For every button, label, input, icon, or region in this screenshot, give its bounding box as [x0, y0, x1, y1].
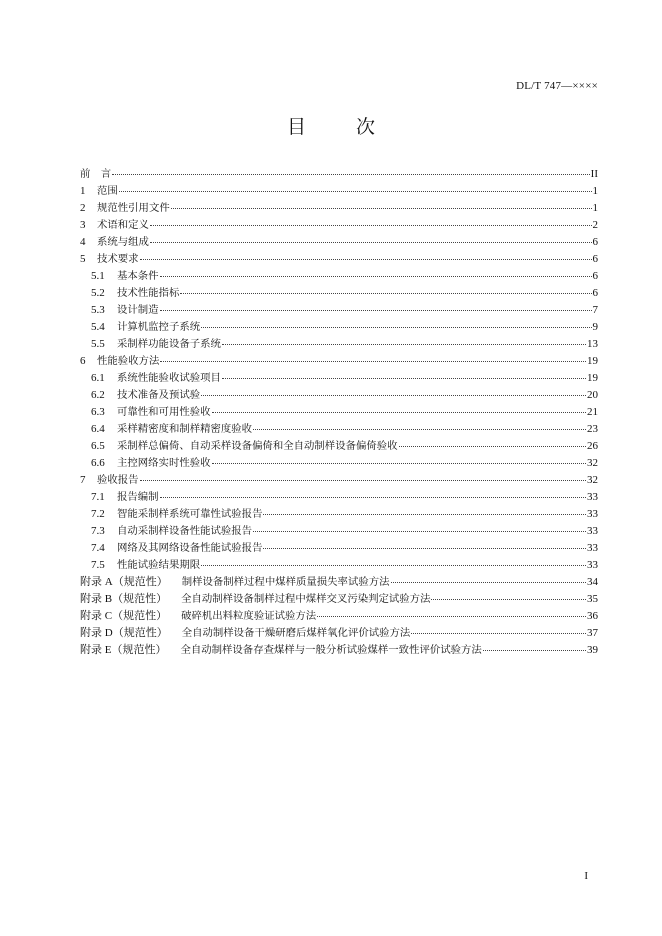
toc-entry-page: II	[590, 168, 598, 180]
toc-entry[interactable]	[80, 215, 598, 232]
toc-entry-title: 采制样功能设备子系统	[117, 338, 221, 350]
toc-entry-page: 37	[587, 627, 598, 639]
dot-leader	[112, 164, 590, 175]
toc-entry-number: 附录 E（规范性）	[80, 644, 167, 656]
dot-leader	[150, 232, 592, 243]
toc-entry-page: 33	[587, 508, 598, 520]
toc-entry-page: 32	[587, 474, 598, 486]
toc-entry[interactable]	[80, 385, 598, 402]
dot-leader	[222, 334, 586, 345]
toc-entry-title: 全自动制样设备干燥研磨后煤样氧化评价试验方法	[181, 627, 411, 639]
toc-entry-title: 主控网络实时性验收	[117, 457, 211, 469]
page-title: 目 次	[286, 116, 398, 138]
toc-entry-title: 报告编制	[117, 491, 159, 503]
toc-entry[interactable]	[80, 470, 598, 487]
toc-entry[interactable]	[80, 504, 598, 521]
toc-entry-page: 33	[587, 525, 598, 537]
toc-entry-page: 7	[592, 304, 598, 316]
dot-leader	[263, 504, 586, 515]
toc-entry-number: 7	[80, 474, 86, 486]
toc-entry[interactable]	[80, 351, 598, 368]
toc-entry[interactable]	[80, 572, 598, 589]
toc-entry-number: 6.6	[91, 457, 105, 469]
toc-entry-title: 全自动制样设备制样过程中煤样交叉污染判定试验方法	[181, 593, 431, 605]
toc-entry-number: 7.2	[91, 508, 105, 520]
dot-leader	[253, 521, 586, 532]
toc-entry[interactable]	[80, 283, 598, 300]
toc-entry-number: 5.4	[91, 321, 105, 333]
toc-entry-number: 5.1	[91, 270, 105, 282]
toc-entry[interactable]	[80, 181, 598, 198]
toc-entry[interactable]	[80, 589, 598, 606]
toc-entry[interactable]	[80, 232, 598, 249]
dot-leader	[171, 198, 592, 209]
toc-entry[interactable]	[80, 266, 598, 283]
toc-entry-page: 33	[587, 491, 598, 503]
toc-entry[interactable]	[80, 164, 598, 181]
toc-entry-number: 附录 B（规范性）	[80, 593, 168, 605]
toc-entry-page: 26	[587, 440, 598, 452]
dot-leader	[119, 181, 592, 192]
toc-entry-number: 5.5	[91, 338, 105, 350]
toc-entry[interactable]	[80, 555, 598, 572]
toc-entry-title: 网络及其网络设备性能试验报告	[117, 542, 263, 554]
dot-leader	[160, 266, 592, 277]
toc-entry-number: 6.5	[91, 440, 105, 452]
toc-entry-title: 制样设备制样过程中煤样质量损失率试验方法	[181, 576, 390, 588]
toc-entry-page: 39	[587, 644, 598, 656]
toc-entry-page: 36	[587, 610, 598, 622]
toc-entry[interactable]	[80, 419, 598, 436]
toc-entry-number: 附录 C（规范性）	[80, 610, 168, 622]
table-of-contents	[80, 164, 598, 657]
toc-entry-page: 9	[592, 321, 598, 333]
dot-leader	[212, 402, 586, 413]
toc-entry[interactable]	[80, 606, 598, 623]
toc-entry-page: 33	[587, 542, 598, 554]
toc-entry-page: 6	[592, 236, 598, 248]
toc-entry-number: 5.2	[91, 287, 105, 299]
toc-entry-title: 全自动制样设备存查煤样与一般分析试验煤样一致性评价试验方法	[180, 644, 482, 656]
toc-entry-page: 6	[592, 253, 598, 265]
toc-entry[interactable]	[80, 334, 598, 351]
toc-entry-number: 6.1	[91, 372, 105, 384]
toc-entry-number: 7.1	[91, 491, 105, 503]
toc-entry-title: 采样精密度和制样精密度验收	[117, 423, 253, 435]
toc-entry-number: 附录 A（规范性）	[80, 576, 168, 588]
toc-entry-title: 自动采制样设备性能试验报告	[117, 525, 253, 537]
dot-leader	[399, 436, 586, 447]
toc-entry-title: 范围	[97, 185, 118, 197]
toc-entry-number: 5	[80, 253, 86, 265]
dot-leader	[201, 385, 586, 396]
toc-entry-page: 2	[592, 219, 598, 231]
dot-leader	[140, 470, 586, 481]
toc-entry-page: 6	[592, 270, 598, 282]
toc-entry-page: 21	[587, 406, 598, 418]
toc-entry-title: 性能验收方法	[97, 355, 160, 367]
toc-entry-title: 计算机监控子系统	[117, 321, 201, 333]
toc-entry-title: 规范性引用文件	[97, 202, 170, 214]
dot-leader	[160, 300, 592, 311]
toc-entry-page: 13	[587, 338, 598, 350]
toc-entry-page: 20	[587, 389, 598, 401]
dot-leader	[431, 589, 586, 600]
toc-entry-title: 系统性能验收试验项目	[117, 372, 221, 384]
toc-entry[interactable]	[80, 368, 598, 385]
toc-entry-title: 采制样总偏倚、自动采样设备偏倚和全自动制样设备偏倚验收	[117, 440, 398, 452]
toc-entry-number: 4	[80, 236, 86, 248]
toc-entry-title: 性能试验结果期限	[117, 559, 201, 571]
toc-entry-number: 6.2	[91, 389, 105, 401]
toc-entry[interactable]	[80, 249, 598, 266]
dot-leader	[160, 487, 586, 498]
dot-leader	[150, 215, 592, 226]
dot-leader	[212, 453, 586, 464]
dot-leader	[201, 317, 591, 328]
toc-entry-title: 基本条件	[117, 270, 159, 282]
toc-entry-page: 23	[587, 423, 598, 435]
toc-entry-number: 6	[80, 355, 86, 367]
dot-leader	[483, 640, 586, 651]
toc-entry[interactable]	[80, 198, 598, 215]
toc-entry-title: 技术要求	[97, 253, 139, 265]
toc-entry[interactable]	[80, 623, 598, 640]
toc-entry-title: 可靠性和可用性验收	[117, 406, 211, 418]
dot-leader	[160, 351, 586, 362]
toc-entry[interactable]	[80, 487, 598, 504]
toc-entry[interactable]	[80, 436, 598, 453]
dot-leader	[411, 623, 586, 634]
toc-entry-number: 7.5	[91, 559, 105, 571]
toc-entry-page: 34	[587, 576, 598, 588]
toc-entry-title: 智能采制样系统可靠性试验报告	[117, 508, 263, 520]
toc-entry-number: 7.4	[91, 542, 105, 554]
toc-entry-number: 3	[80, 219, 86, 231]
dot-leader	[317, 606, 586, 617]
document-code: DL/T 747—××××	[516, 80, 598, 92]
toc-entry-page: 33	[587, 559, 598, 571]
toc-entry[interactable]	[80, 640, 598, 657]
toc-entry-title: 术语和定义	[97, 219, 149, 231]
toc-entry-title: 技术性能指标	[117, 287, 180, 299]
toc-entry-title: 前 言	[80, 168, 112, 180]
dot-leader	[263, 538, 586, 549]
toc-entry[interactable]	[80, 317, 598, 334]
page-number: I	[584, 870, 588, 882]
toc-entry[interactable]	[80, 538, 598, 555]
toc-entry-page: 6	[592, 287, 598, 299]
toc-entry-title: 破碎机出料粒度验证试验方法	[181, 610, 317, 622]
toc-entry-title: 技术准备及预试验	[117, 389, 201, 401]
toc-entry-number: 1	[80, 185, 86, 197]
toc-entry-number: 5.3	[91, 304, 105, 316]
toc-entry-title: 验收报告	[97, 474, 139, 486]
dot-leader	[391, 572, 586, 583]
toc-entry-page: 1	[592, 202, 598, 214]
toc-entry-number: 6.4	[91, 423, 105, 435]
toc-entry-title: 系统与组成	[97, 236, 149, 248]
toc-entry-page: 32	[587, 457, 598, 469]
toc-entry[interactable]	[80, 521, 598, 538]
toc-entry-number: 2	[80, 202, 86, 214]
dot-leader	[180, 283, 591, 294]
toc-entry[interactable]	[80, 453, 598, 470]
dot-leader	[201, 555, 586, 566]
toc-entry-number: 附录 D（规范性）	[80, 627, 168, 639]
toc-entry-number: 7.3	[91, 525, 105, 537]
toc-entry[interactable]	[80, 402, 598, 419]
dot-leader	[222, 368, 586, 379]
toc-entry-title: 设计制造	[117, 304, 159, 316]
toc-entry[interactable]	[80, 300, 598, 317]
dot-leader	[253, 419, 586, 430]
toc-entry-page: 19	[587, 355, 598, 367]
toc-entry-page: 19	[587, 372, 598, 384]
toc-entry-number: 6.3	[91, 406, 105, 418]
dot-leader	[140, 249, 592, 260]
toc-entry-page: 35	[587, 593, 598, 605]
toc-entry-page: 1	[592, 185, 598, 197]
